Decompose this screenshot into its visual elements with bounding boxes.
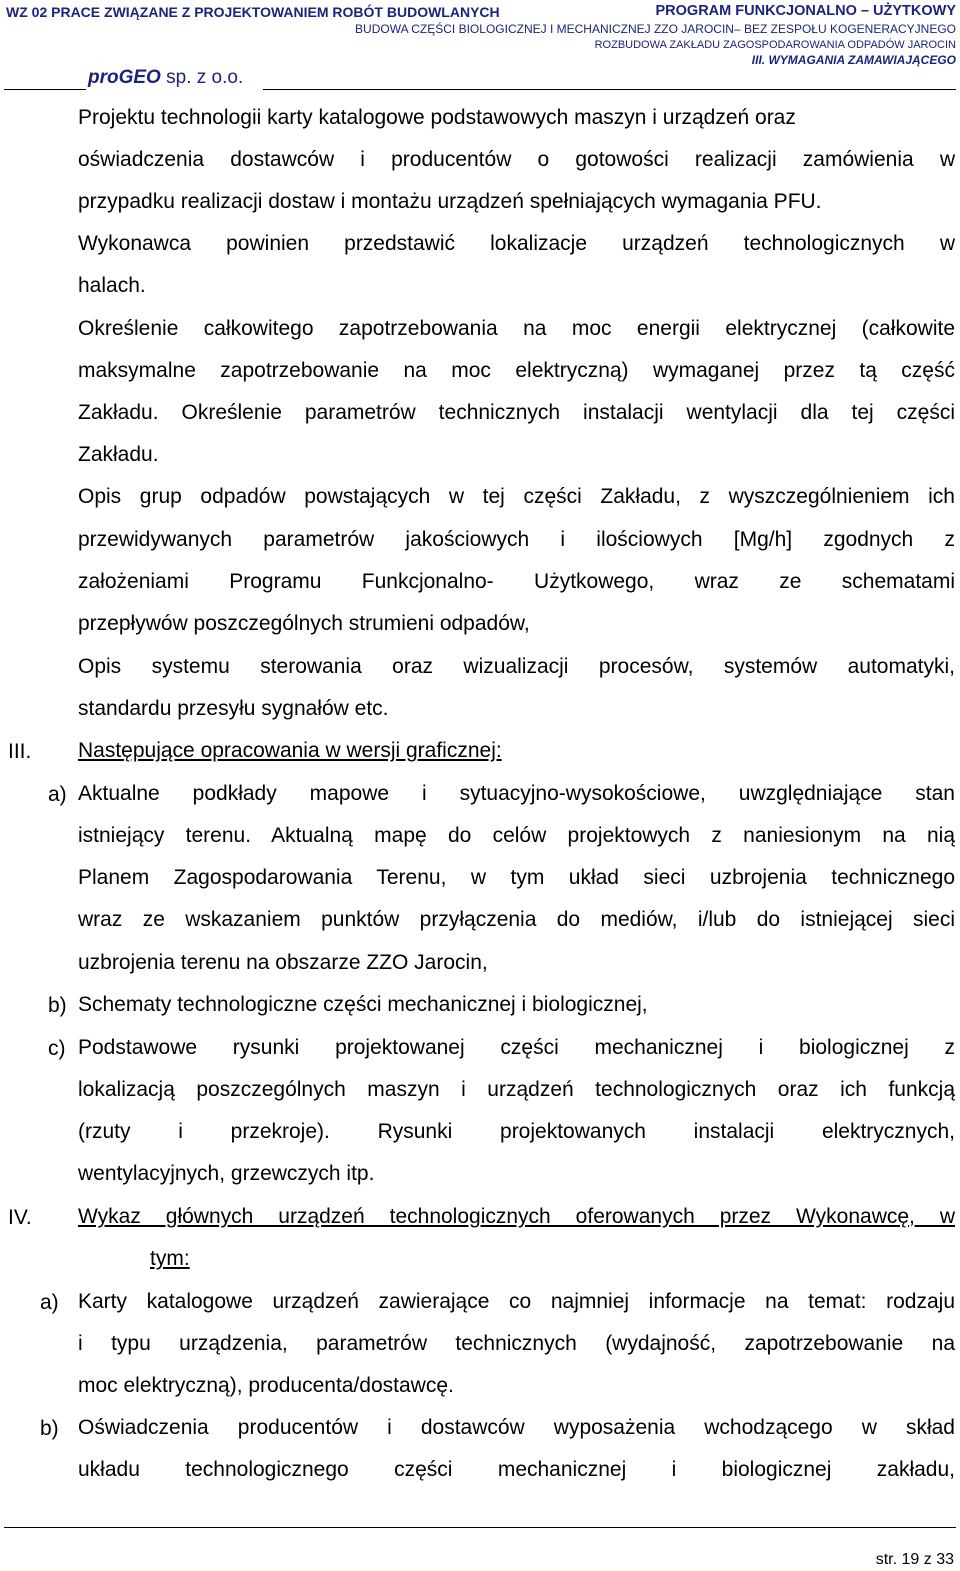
list-item-line: lokalizacją poszczególnych maszyn i urządzeń technologicznych oraz ich funkcją <box>78 1078 955 1101</box>
list-marker: b) <box>40 1417 59 1440</box>
paragraph-line: oświadczenia dostawców i producentów o gotowości realizacji zamówienia w <box>78 148 955 171</box>
list-item-line: Planem Zagospodarowania Terenu, w tym układ sieci uzbrojenia technicznego <box>78 866 955 889</box>
list-item-line: Oświadczenia producentów i dostawców wyposażenia wchodzącego w skład <box>78 1416 955 1439</box>
paragraph-line: Projektu technologii karty katalogowe podstawowych maszyn i urządzeń oraz <box>78 106 796 129</box>
list-item-line: (rzuty i przekroje). Rysunki projektowanych instalacji elektrycznych, <box>78 1120 955 1143</box>
paragraph-line: standardu przesyłu sygnałów etc. <box>78 697 389 720</box>
header-program-title: PROGRAM FUNKCJONALNO – UŻYTKOWY <box>655 3 956 19</box>
paragraph-line: Zakładu. <box>78 443 159 466</box>
paragraph-line: przypadku realizacji dostaw i montażu urządzeń spełniających wymagania PFU. <box>78 190 822 213</box>
paragraph-line: maksymalne zapotrzebowanie na moc elektryczną) wymaganej przez tą część <box>78 359 955 382</box>
footer-rule <box>4 1527 956 1528</box>
logo-suffix: sp. z o.o. <box>160 67 244 88</box>
list-item-line: Karty katalogowe urządzeń zawierające co najmniej informacje na temat: rodzaju <box>78 1290 955 1313</box>
section-heading-continuation: tym: <box>150 1247 190 1270</box>
header-rule-right <box>263 89 956 90</box>
list-item-line: wentylacyjnych, grzewczych itp. <box>78 1162 375 1185</box>
list-marker: a) <box>40 1291 59 1314</box>
paragraph-line: halach. <box>78 274 146 297</box>
list-marker: b) <box>48 994 67 1017</box>
header-section-line: III. WYMAGANIA ZAMAWIAJĄCEGO <box>751 53 956 67</box>
page-number: str. 19 z 33 <box>875 1551 954 1568</box>
page-header <box>0 0 960 72</box>
section-heading: Wykaz głównych urządzeń technologicznych oferowanych przez Wykonawcę, w <box>78 1205 955 1228</box>
paragraph-line: przewidywanych parametrów jakościowych i ilościowych [Mg/h] zgodnych z <box>78 528 955 551</box>
paragraph-line: Zakładu. Określenie parametrów technicznych instalacji wentylacji dla tej części <box>78 401 955 424</box>
paragraph-line: Opis systemu sterowania oraz wizualizacji procesów, systemów automatyki, <box>78 655 955 678</box>
header-facility-line: ROZBUDOWA ZAKŁADU ZAGOSPODAROWANIA ODPADÓW JAROCIN <box>594 39 956 51</box>
list-item-line: Schematy technologiczne części mechanicznej i biologicznej, <box>78 993 648 1016</box>
header-rule-left <box>4 89 86 90</box>
section-numeral: III. <box>8 740 32 763</box>
company-logo <box>88 67 243 89</box>
list-marker: c) <box>48 1037 66 1060</box>
list-item-line: i typu urządzenia, parametrów technicznych (wydajność, zapotrzebowanie na <box>78 1332 955 1355</box>
list-item-line: istniejący terenu. Aktualną mapę do celów projektowych z naniesionym na nią <box>78 824 955 847</box>
list-item-line: Aktualne podkłady mapowe i sytuacyjno-wysokościowe, uwzględniające stan <box>78 782 955 805</box>
section-numeral: IV. <box>8 1206 32 1229</box>
paragraph-line: Określenie całkowitego zapotrzebowania na moc energii elektrycznej (całkowite <box>78 317 955 340</box>
logo-brand: proGEO <box>88 67 161 88</box>
list-item-line: moc elektryczną), producenta/dostawcę. <box>78 1374 454 1397</box>
section-heading: Następujące opracowania w wersji graficznej: <box>78 739 502 762</box>
list-marker: a) <box>48 783 67 806</box>
paragraph-line: założeniami Programu Funkcjonalno- Użytkowego, wraz ze schematami <box>78 570 955 593</box>
list-item-line: Podstawowe rysunki projektowanej części mechanicznej i biologicznej z <box>78 1036 955 1059</box>
text-line <box>78 107 955 128</box>
header-left-title: WZ 02 PRACE ZWIĄZANE Z PROJEKTOWANIEM ROBÓT BUDOWLANYCH <box>6 4 500 20</box>
paragraph-line: Wykonawca powinien przedstawić lokalizacje urządzeń technologicznych w <box>78 232 955 255</box>
list-item-line: wraz ze wskazaniem punktów przyłączenia do mediów, i/lub do istniejącej sieci <box>78 908 955 931</box>
paragraph-line: Opis grup odpadów powstających w tej części Zakładu, z wyszczególnieniem ich <box>78 485 955 508</box>
paragraph-line: przepływów poszczególnych strumieni odpadów, <box>78 612 530 635</box>
list-item-line: uzbrojenia terenu na obszarze ZZO Jarocin, <box>78 951 488 974</box>
header-project-line: BUDOWA CZĘŚCI BIOLOGICZNEJ I MECHANICZNEJ ZZO JAROCIN– BEZ ZESPOŁU KOGENERACYJNEGO <box>355 22 956 36</box>
list-item-line: układu technologicznego części mechanicznej i biologicznej zakładu, <box>78 1458 955 1481</box>
